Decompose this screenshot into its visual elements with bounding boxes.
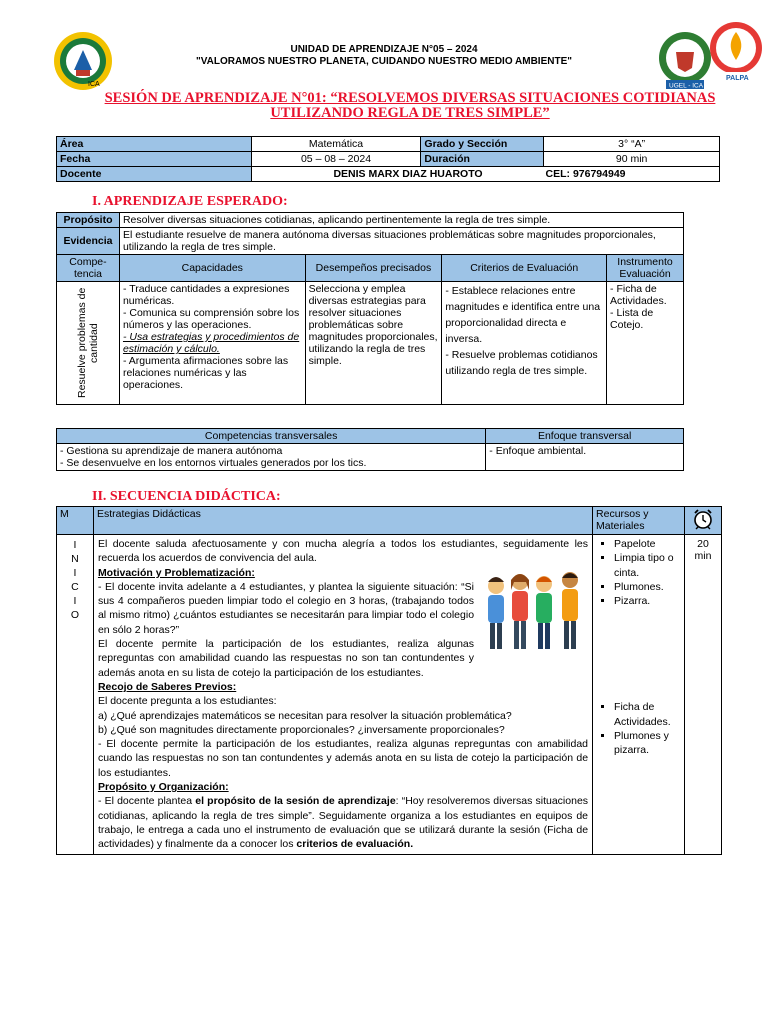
duracion-label: Duración — [421, 152, 544, 167]
fecha-value: 05 – 08 – 2024 — [251, 152, 421, 167]
col-m: M — [57, 507, 94, 535]
col-competencia: Compe-tencia — [57, 255, 120, 282]
instrumento-cell — [607, 282, 684, 405]
comp-transversales-cell — [57, 444, 486, 471]
docente-label: Docente — [57, 167, 252, 182]
proposito-heading: Propósito y Organización: — [97, 781, 229, 794]
saberes-text: El docente pregunta a los estudiantes: — [97, 695, 277, 708]
criterio-2: - Resuelve problemas cotidianos utilizando regla de tres simple. — [445, 349, 598, 377]
docente-value — [251, 167, 719, 182]
phase-letter: I — [73, 567, 77, 579]
evidencia-label: Evidencia — [57, 228, 120, 255]
tiempo-cell: 20 min — [685, 535, 722, 855]
duracion-value: 90 min — [544, 152, 720, 167]
docente-cel: CEL: 976794949 — [545, 168, 626, 180]
participacion-text-1: El docente permite la participación de los estudiantes, realiza algunas repreguntas con amabilidad cuando las respuestas no son tan contundentes y además anota en su lista de cotejo la participación de los estudiantes. — [97, 638, 475, 679]
desempeno-cell: Selecciona y emplea diversas estrategias para resolver situaciones problemáticas sobre magnitudes proporcionales, utilizando la regla de tres simple. — [305, 282, 442, 405]
capacidad-1: - Traduce cantidades a expresiones numéricas. — [122, 283, 290, 307]
docente-name: DENIS MARX DIAZ HUAROTO — [333, 168, 483, 180]
recurso-item: ▪ Plumones. — [614, 580, 681, 594]
col-estrategias: Estrategias Didácticas — [93, 507, 592, 535]
svg-text:ICA: ICA — [88, 81, 100, 88]
criterio-1: - Establece relaciones entre magnitudes e identifica entre una proporcionalidad directa e inversa. — [445, 285, 601, 345]
criterios-cell — [442, 282, 607, 405]
question-a: a) ¿Qué aprendizajes matemáticos se necesitan para resolver la situación problemática? — [97, 709, 512, 722]
student-icon — [536, 576, 552, 649]
col-instrumento: Instrumento Evaluación — [607, 255, 684, 282]
recursos-list-1 — [596, 537, 681, 608]
motivacion-heading: Motivación y Problematización: — [97, 566, 255, 579]
comp-transversal-1: - Gestiona su aprendizaje de manera autónoma — [60, 445, 283, 457]
capacidades-cell — [119, 282, 305, 405]
info-table — [56, 136, 720, 182]
phase-letter: N — [71, 553, 79, 565]
col-desempenos: Desempeños precisados — [305, 255, 442, 282]
recurso-item: ▪ Plumones y pizarra. — [614, 729, 681, 758]
transversales-table — [56, 428, 684, 471]
participacion-text-2: - El docente permite la participación de los estudiantes, realiza algunas repreguntas con amabilidad cuando las respuestas no son tan contundentes y además anota en su lista de cotejo la participación de los estudiantes. — [97, 738, 589, 779]
instrumento-2: - Lista de Cotejo. — [610, 307, 654, 331]
col-recursos: Recursos y Materiales — [593, 507, 685, 535]
col-enfoque: Enfoque transversal — [486, 429, 684, 444]
col-criterios: Criterios de Evaluación — [442, 255, 607, 282]
session-title-line1: SESIÓN DE APRENDIZAJE N°01: “RESOLVEMOS DIVERSAS SITUACIONES COTIDIANAS — [104, 90, 716, 106]
unit-motto: "VALORAMOS NUESTRO PLANETA, CUIDANDO NUESTRO MEDIO AMBIENTE" — [196, 56, 572, 67]
grado-value: 3° “A” — [544, 137, 720, 152]
svg-text:UGEL - ICA: UGEL - ICA — [669, 82, 704, 90]
grado-label: Grado y Sección — [421, 137, 544, 152]
col-comp-transversales: Competencias transversales — [57, 429, 486, 444]
proposito-text: Resolver diversas situaciones cotidianas, aplicando pertinentemente la regla de tres simple. — [119, 213, 683, 228]
area-label: Área — [57, 137, 252, 152]
phase-letter: I — [73, 539, 77, 551]
col-tiempo — [685, 507, 722, 535]
proposito-label: Propósito — [57, 213, 120, 228]
comp-transversal-2: - Se desenvuelve en los entornos virtuales generados por los tics. — [60, 457, 367, 469]
recursos-list-2 — [596, 700, 681, 757]
prop-text-c: : “Hoy resolveremos diversas situaciones cotidianas, aplicando la regla de tres simple”. Seguidamente organiza a los estudiantes en equipos de trabajo, le entrega a cada uno el instrumento de evaluación que se utilizará durante la sesión (Ficha de actividades) y finalmente da a conocer los — [97, 795, 589, 851]
instrumento-1: - Ficha de Actividades. — [610, 283, 667, 307]
recurso-item: ▪ Pizarra. — [614, 594, 681, 608]
alarm-clock-icon — [692, 508, 714, 530]
student-icon — [511, 574, 529, 649]
proposito-organizacion-text — [98, 794, 588, 851]
question-b: b) ¿Qué son magnitudes directamente proporcionales? ¿inversamente proporcionales? — [97, 723, 505, 736]
phase-letter: C — [71, 581, 79, 593]
phase-letter: O — [70, 609, 80, 621]
student-icon — [562, 572, 578, 649]
recursos-cell — [593, 535, 685, 855]
prop-text-d: criterios de evaluación. — [296, 838, 414, 851]
competencia-text: Resuelve problemas de cantidad — [75, 287, 100, 399]
motivacion-text: - El docente invita adelante a 4 estudiantes, y plantea la siguiente situación: “Si sus 4 compañeros pueden limpiar todo el colegio en 3 horas, (trabajando todos al mismo ritmo) ¿cuántos estudiantes se necesitarán para limpiar todo el colegio en sólo 2 horas?” — [97, 580, 475, 636]
recurso-item: ▪ Limpia tipo o cinta. — [614, 551, 681, 580]
phase-inicio — [57, 535, 94, 855]
capacidad-4: - Argumenta afirmaciones sobre las relaciones numéricas y las operaciones. — [122, 355, 289, 391]
phase-letter: I — [73, 595, 77, 607]
student-icon — [488, 577, 504, 649]
capacidad-2: - Comunica su comprensión sobre los números y las operaciones. — [122, 307, 300, 331]
competencia-cell — [57, 282, 120, 405]
col-capacidades: Capacidades — [119, 255, 305, 282]
session-title-line2: UTILIZANDO REGLA DE TRES SIMPLE” — [270, 105, 550, 121]
estrategias-cell — [93, 535, 592, 855]
saludo-text: El docente saluda afectuosamente y con mucha alegría a todos los estudiantes, seguidamente les recuerda los acuerdos de convivencia del aula. — [97, 538, 589, 565]
aprendizaje-table — [56, 212, 684, 405]
enfoque-cell: - Enfoque ambiental. — [486, 444, 684, 471]
prop-text-b: el propósito de la sesión de aprendizaje — [195, 795, 396, 808]
saberes-heading: Recojo de Saberes Previos: — [97, 680, 237, 693]
capacidad-3: - Usa estrategias y procedimientos de estimación y cálculo. — [122, 331, 300, 355]
recurso-item: ▪ Papelote — [614, 537, 681, 551]
section1-title: I. APRENDIZAJE ESPERADO: — [92, 194, 288, 209]
prop-text-a: - El docente plantea — [97, 795, 196, 808]
fecha-label: Fecha — [57, 152, 252, 167]
students-illustration — [480, 568, 588, 656]
section2-title: II. SECUENCIA DIDÁCTICA: — [92, 489, 281, 504]
svg-text:PALPA: PALPA — [726, 75, 749, 82]
secuencia-table — [56, 506, 722, 855]
recurso-item: ▪ Ficha de Actividades. — [614, 700, 681, 729]
area-value: Matemática — [251, 137, 421, 152]
unit-title: UNIDAD DE APRENDIZAJE N°05 – 2024 — [290, 44, 478, 55]
evidencia-text: El estudiante resuelve de manera autónoma diversas situaciones problemáticas sobre magnitudes proporcionales, utilizando la regla de tres simple. — [119, 228, 683, 255]
